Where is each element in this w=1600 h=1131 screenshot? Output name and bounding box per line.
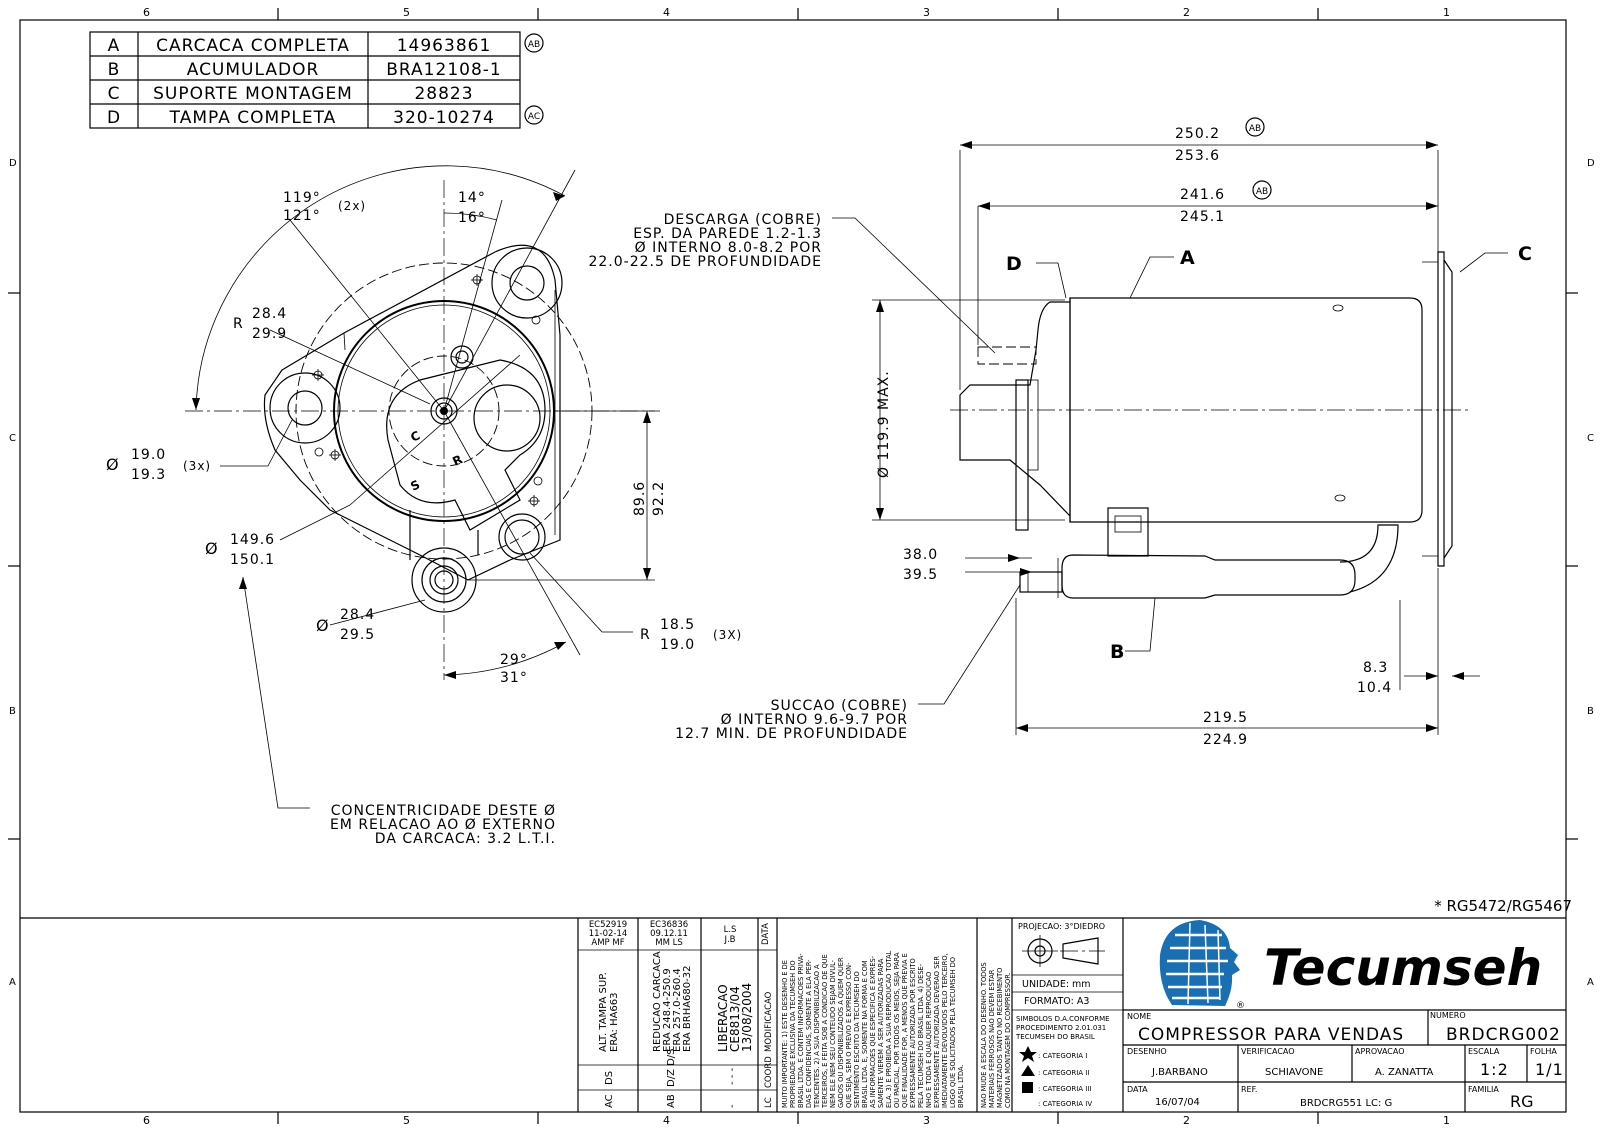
rev-header-data: DATA: [761, 923, 771, 945]
rev-header-lc: LC: [764, 1097, 774, 1108]
hole-max: 19.3: [131, 467, 167, 483]
parts-code: 320-10274: [393, 108, 495, 128]
col-label: 5: [403, 6, 410, 19]
parts-code: 14963861: [396, 36, 492, 56]
angle-14: 14°: [458, 190, 486, 206]
notice-line: LOGO QUE SOLICITADOS PELA TECUMSEH DO: [949, 957, 957, 1108]
col-label: 2: [1183, 6, 1190, 19]
parts-key: D: [106, 108, 122, 128]
rev-date: J.B: [724, 935, 736, 945]
projection-block: [1015, 922, 1110, 1108]
rev-header-mod: MODIFICACAO: [764, 991, 774, 1052]
notice-line: BRASIL LTDA.: [957, 1064, 965, 1108]
hole-count: (3x): [183, 459, 212, 473]
checked-by-label: VERIFICACAO: [1241, 1047, 1295, 1056]
col-label: 1: [1443, 1114, 1450, 1127]
side-view-drawing: [832, 141, 1508, 735]
gap-max: 10.4: [1357, 680, 1393, 696]
family-label: FAMILIA: [1468, 1085, 1499, 1094]
col-label: 6: [143, 6, 150, 19]
radius-prefix: R: [640, 627, 651, 643]
radius-min: 28.4: [252, 306, 288, 322]
scale-value: 1:2: [1480, 1060, 1509, 1079]
parts-name: TAMPA COMPLETA: [169, 108, 337, 128]
approved-by-label: APROVACAO: [1355, 1047, 1405, 1056]
note-line: DA CARCACA: 3.2 L.T.I.: [374, 831, 556, 847]
parts-key: C: [107, 84, 121, 104]
rev-letter: -: [727, 1104, 738, 1108]
notice-line: QUE SEJA, SEM O PREVIO E EXPRESSO CON-: [845, 962, 853, 1108]
accumulator-length-max: 224.9: [1203, 732, 1249, 748]
angle-count: (2x): [338, 199, 367, 213]
rev-date: 09.12.11: [650, 929, 688, 939]
category-label: : CATEGORIA III: [1038, 1085, 1092, 1093]
col-label: 1: [1443, 6, 1450, 19]
category-label: : CATEGORIA IV: [1038, 1100, 1093, 1108]
brand-wordmark: Tecumseh: [1264, 939, 1543, 997]
notice-line: MUITO IMPORTANTE: 1) ESTE DESENHO E DE: [781, 960, 789, 1108]
gap-min: 8.3: [1363, 660, 1389, 676]
parts-code: 28823: [414, 84, 474, 104]
suction-note: Ø INTERNO 9.6-9.7 POR: [720, 712, 908, 728]
col-label: 5: [403, 1114, 410, 1127]
length1-min: 250.2: [1175, 126, 1221, 142]
title-fields: [1127, 1011, 1564, 1111]
checked-by-value: SCHIAVONE: [1265, 1067, 1324, 1078]
angle-29: 29°: [500, 652, 528, 668]
row-label: A: [1587, 977, 1594, 988]
approved-by-value: A. ZANATTA: [1375, 1067, 1434, 1078]
sheet-value: 1/1: [1535, 1060, 1564, 1079]
notice-line: PROPRIEDADE EXCLUSIVA DA TECUMSEH DO: [789, 960, 797, 1108]
angle-16: 16°: [458, 210, 486, 226]
drawn-by-value: J.BARBANO: [1152, 1067, 1208, 1078]
discharge-note: Ø INTERNO 8.0-8.2 POR: [634, 240, 822, 256]
rev-letter: AC: [604, 1094, 615, 1108]
registered-mark: ®: [1236, 1001, 1245, 1011]
category-label: : CATEGORIA II: [1038, 1069, 1090, 1077]
parts-key: B: [107, 60, 121, 80]
tube-min: 28.4: [340, 607, 376, 623]
date-label: DATA: [1127, 1085, 1148, 1094]
side-view-revision-markers: [1246, 118, 1271, 199]
indian-head-icon: [1160, 920, 1240, 1006]
notice-line: ELA. 3) E PROIBIDA A SUA REPRODUCAO TOTAL: [885, 950, 893, 1108]
part-label-a: A: [1180, 247, 1195, 269]
angle-121: 121°: [283, 208, 321, 224]
rev-ref: EC52919: [588, 920, 628, 930]
notice-line: PELA TECUMSEH DO BRASIL LTDA. 4) DESE-: [917, 963, 925, 1108]
category-square-icon: [1022, 1082, 1033, 1093]
border-column-labels-bottom: [143, 1114, 1450, 1127]
radius2-count: (3X): [713, 628, 743, 642]
height-dimension: Ø 119.9 MAX.: [876, 370, 892, 478]
tube-max: 29.5: [340, 627, 376, 643]
notice-line: NEM ELE NEM SEU CONTEUDO SEJAM DIVUL-: [829, 959, 837, 1108]
scale-notice: [980, 962, 1012, 1108]
row-label: A: [9, 977, 16, 988]
discharge-note: 22.0-22.5 DE PROFUNDIDADE: [588, 254, 822, 270]
notice-line: TERCEIROS, E FEITA SOB A CONDICAO DE QUE: [821, 954, 829, 1108]
notice-line: QUE FINALIDADE FOR, A MENOS QUE PREVIA E: [901, 953, 909, 1108]
radius-max: 29.9: [252, 326, 288, 342]
terminal-mark-c: C: [408, 428, 423, 445]
notice-line: DAS E CONFIDENCIAIS, SOMENTE A ELA PER-: [805, 959, 813, 1108]
rev-who: MM LS: [655, 938, 683, 948]
parts-name: CARCACA COMPLETA: [156, 36, 350, 56]
shell-min: 149.6: [230, 532, 276, 548]
part-label-d: D: [1006, 253, 1022, 275]
scale-notice-line: NAO MUDE A ESCALA DO DESENHO. TODOS: [980, 962, 988, 1108]
sheet-label: FOLHA: [1530, 1047, 1557, 1056]
diameter-symbol: Ø: [205, 539, 219, 558]
row-label: D: [1587, 158, 1595, 169]
rev-who: AMP MF: [591, 938, 625, 948]
col-label: 4: [663, 6, 670, 19]
rev-desc: LIBERACAO: [716, 984, 730, 1052]
date-value: 16/07/04: [1155, 1097, 1200, 1108]
notice-line: NHO E TODA E QUALQUER REPRODUCAO: [925, 971, 933, 1108]
family-value: RG: [1510, 1092, 1534, 1111]
scale-notice-line: MATERIAIS FERROSOS NAO DEVEM ESTAR: [988, 969, 996, 1108]
radius2-min: 18.5: [660, 617, 696, 633]
border-row-labels: [9, 158, 1595, 988]
border-column-labels-top: [143, 6, 1450, 19]
name-value: COMPRESSOR PARA VENDAS: [1138, 1025, 1405, 1045]
side-view-labels: [588, 126, 1392, 748]
rev-desc: ERA BRHA680-32: [682, 965, 693, 1052]
scale-notice-line: COMO NA MONTAGEM DO COMPRESSOR.: [1004, 972, 1012, 1108]
shell-max: 150.1: [230, 552, 276, 568]
angle-31: 31°: [500, 670, 528, 686]
rev-desc: 13/08/2004: [740, 982, 754, 1052]
suction-note: 12.7 MIN. DE PROFUNDIDADE: [675, 726, 908, 742]
parts-table: [90, 32, 543, 128]
tecumseh-logo: [1160, 920, 1542, 1011]
notice-line: TENCENTES. 2) A SUA DISPONIBILIZACAO A: [813, 964, 821, 1108]
col-label: 2: [1183, 1114, 1190, 1127]
suction-note: SUCCAO (COBRE): [770, 698, 908, 714]
category-label: : CATEGORIA I: [1038, 1052, 1088, 1060]
notice-line: OU PARCIAL, POR TODOS OS MEIOS, SEJA PARA: [893, 952, 901, 1108]
accumulator-length-min: 219.5: [1203, 710, 1249, 726]
category-triangle-icon: [1021, 1065, 1035, 1076]
rev-date: 11-02-14: [588, 929, 628, 939]
scale-label: ESCALA: [1468, 1047, 1500, 1056]
rev-desc: CE8813/04: [728, 986, 742, 1052]
row-label: C: [1587, 433, 1594, 444]
notice-line: IMEDIATAMENTE DEVOLVIDOS PELO TERCEIRO,: [941, 953, 949, 1108]
diameter-symbol: Ø: [316, 616, 330, 635]
rev-desc: ERA 248.4-250.9: [662, 968, 673, 1052]
revision-history: [589, 920, 774, 1108]
discharge-note: DESCARGA (COBRE): [663, 212, 822, 228]
unit-label: UNIDADE: mm: [1022, 979, 1091, 990]
rev-desc: ERA: HA663: [609, 992, 620, 1052]
notice-line: BRASIL LTDA. E CONTEM INFORMACOES PRIVA-: [797, 953, 805, 1108]
terminal-mark-s: S: [408, 477, 423, 494]
row-label: C: [9, 433, 16, 444]
length2-max: 245.1: [1180, 209, 1226, 225]
part-label-b: B: [1110, 641, 1125, 663]
parts-name: ACUMULADOR: [186, 60, 320, 80]
projection-label: PROJECAO: 3°DIEDRO: [1018, 922, 1106, 931]
notice-line: EXPRESSAMENTE AUTORIZADA POR ESCRITO: [909, 958, 917, 1108]
symbols-note: PROCEDIMENTO 2.01.031: [1016, 1024, 1107, 1032]
row-label: B: [9, 706, 16, 717]
ref-value: BRDCRG551 LC: G: [1300, 1098, 1393, 1109]
concentricity-note: [330, 803, 556, 847]
side-view-part-labels: [1006, 243, 1532, 663]
hole-min: 19.0: [131, 447, 167, 463]
drawn-by-label: DESENHO: [1127, 1047, 1167, 1056]
row-label: B: [1587, 706, 1594, 717]
rev-letter: AB: [666, 1094, 677, 1108]
rev-sign: DS: [604, 1070, 615, 1085]
revision-marker: AB: [1255, 187, 1269, 197]
row-label: D: [9, 158, 17, 169]
discharge-note: ESP. DA PAREDE 1.2-1.3: [633, 226, 822, 242]
notice-line: SAMENTE VIEREM A SER AUTORIZADAS PARA: [877, 958, 885, 1108]
number-label: NUMERO: [1430, 1011, 1466, 1020]
rev-desc: REDUCAO CARCACA: [652, 951, 663, 1052]
rev-desc: ERA 257.0-260.4: [672, 968, 683, 1052]
notice-line: EXPRESSAMENTE AUTORIZADA DEVERAO SER: [933, 955, 941, 1108]
note-line: EM RELACAO AO Ø EXTERNO: [329, 817, 556, 833]
rev-ref: EC36836: [649, 920, 689, 930]
revision-marker: AB: [1248, 124, 1262, 134]
scale-notice-line: MAGNETIZADOS TANTO NO RECEBIMENTO: [996, 967, 1004, 1108]
foot-max: 39.5: [903, 567, 939, 583]
rev-header-coord: COORD: [764, 1056, 774, 1088]
offset-max: 92.2: [651, 480, 667, 516]
parts-key: A: [107, 36, 121, 56]
symbols-note: SIMBOLOS D.A.CONFORME: [1016, 1015, 1110, 1023]
radius2-max: 19.0: [660, 637, 696, 653]
notice-line: SENTIMENTO ESCRITO DA TECUMSEH DO: [853, 971, 861, 1108]
foot-min: 38.0: [903, 547, 939, 563]
radius-prefix: R: [233, 316, 244, 332]
parts-code: BRA12108-1: [386, 60, 502, 80]
notice-line: GADOS OU DISPONIBILIZADOS A QUEM QUER: [837, 957, 845, 1108]
note-line: CONCENTRICIDADE DESTE Ø: [330, 803, 556, 819]
col-label: 3: [923, 1114, 930, 1127]
col-label: 6: [143, 1114, 150, 1127]
revision-marker: AC: [527, 112, 541, 122]
parts-name: SUPORTE MONTAGEM: [153, 84, 353, 104]
notice-line: AS INFORMACOES QUE ESPECIFICA E EXPRES-: [869, 955, 877, 1108]
offset-min: 89.6: [632, 480, 648, 516]
length2-min: 241.6: [1180, 187, 1226, 203]
diameter-symbol: Ø: [106, 455, 120, 474]
name-label: NOME: [1127, 1012, 1152, 1021]
category-star-icon: [1019, 1046, 1037, 1062]
col-label: 3: [923, 6, 930, 19]
revision-marker: AB: [527, 40, 541, 50]
part-label-c: C: [1518, 243, 1532, 265]
ref-label: REF.: [1241, 1085, 1258, 1094]
angle-119: 119°: [283, 190, 321, 206]
rev-ref: L.S: [723, 925, 737, 935]
col-label: 4: [663, 1114, 670, 1127]
length1-max: 253.6: [1175, 148, 1221, 164]
number-value: BRDCRG002: [1446, 1025, 1561, 1045]
rev-sign: D/Z D/S: [666, 1048, 677, 1087]
legal-notice: [781, 950, 965, 1109]
rev-desc: ALT. TAMPA SUP.: [598, 972, 609, 1052]
model-note: * RG5472/RG5467: [1434, 897, 1572, 915]
notice-line: BRASIL LTDA. E, SOMENTE NA FORMA E COM: [861, 960, 869, 1108]
symbols-note: TECUMSEH DO BRASIL: [1016, 1033, 1095, 1041]
terminal-mark-r: R: [450, 452, 465, 469]
rev-sign: - - -: [727, 1067, 738, 1085]
format-label: FORMATO: A3: [1024, 996, 1090, 1007]
